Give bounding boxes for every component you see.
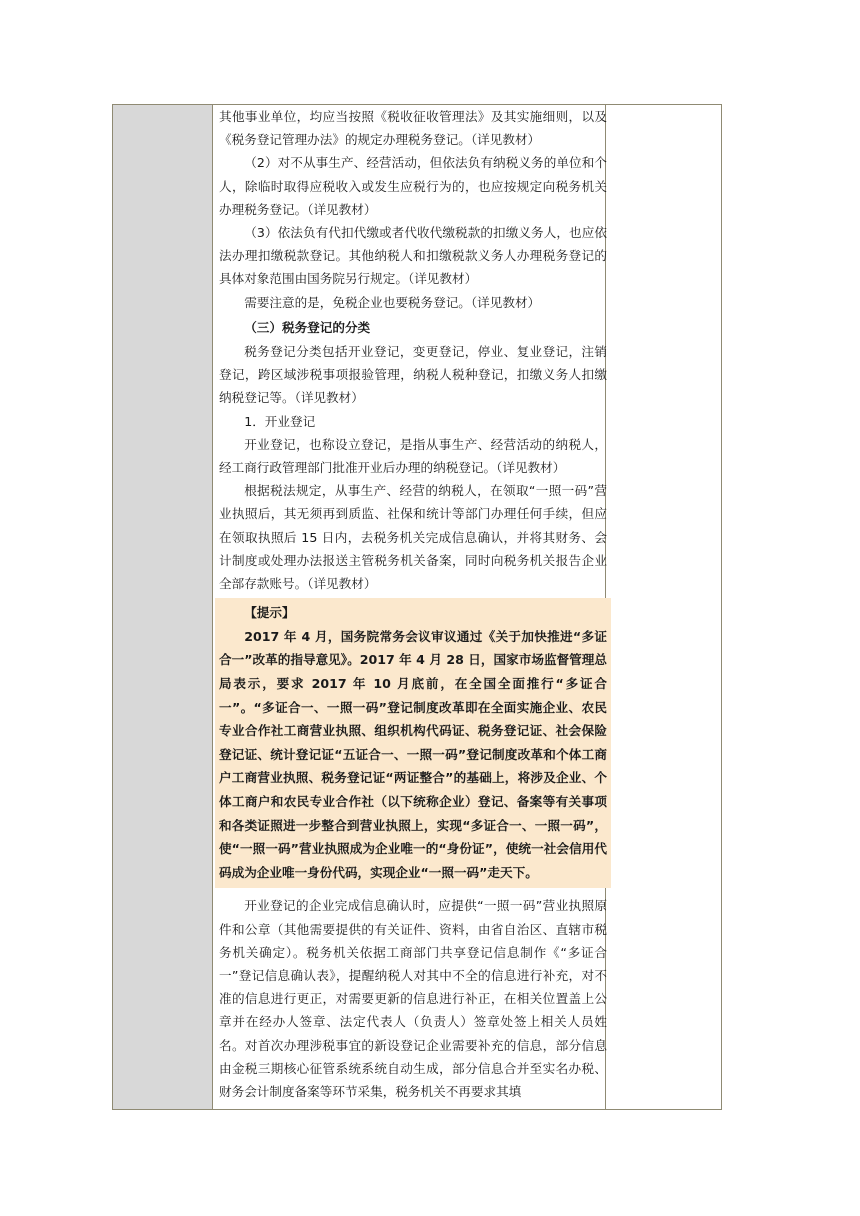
document-table xyxy=(112,104,722,1110)
paragraph-definition: 开业登记，也称设立登记，是指从事生产、经营活动的纳税人，经工商行政管理部门批准开业后办理的纳税登记。（详见教材） xyxy=(219,436,607,476)
tip-body: 2017 年 4 月，国务院常务会议审议通过《关于加快推进“多证合一”改革的指导意见》。2017 年 4 月 28 日，国家市场监督管理总局表示，要求 2017 年 10 月底前，在全国全面推行“多证合一”。“多证合一、一照一码”登记制度改革即在全面实施企业、农民专业合作社工商营业执照、组织机构代码证、税务登记证、社会保险登记证、统计登记证“五证合一、一照一码”登记制度改革和个体工商户工商营业执照、税务登记证“两证整合”的基础上，将涉及企业、个体工商户和农民专业合作社（以下统称企业）登记、备案等有关事项和各类证照进一步整合到营业执照上，实现“多证合一、一照一码”，使“一照一码”营业执照成为企业唯一的“身份证”，使统一社会信用代码成为企业唯一身份代码，实现企业“一照一码”走天下。 xyxy=(219,628,607,880)
tip-title: 【提示】 xyxy=(244,605,295,621)
tip-box xyxy=(215,598,611,888)
paragraph-item-2: （2）对不从事生产、经营活动，但依法负有纳税义务的单位和个人，除临时取得应税收入或发生应税行为的，也应按规定向税务机关办理税务登记。（详见教材） xyxy=(219,155,607,217)
paragraph-continued: 其他事业单位，均应当按照《税收征收管理法》及其实施细则，以及《税务登记管理办法》的规定办理税务登记。（详见教材） xyxy=(219,109,607,148)
paragraph-classification: 税务登记分类包括开业登记，变更登记，停业、复业登记，注销登记，跨区域涉税事项报验管理，纳税人税种登记，扣缴义务人扣缴纳税登记等。（详见教材） xyxy=(219,344,607,406)
right-notes-column xyxy=(605,105,721,1109)
left-shaded-column xyxy=(113,105,213,1109)
paragraph-note: 需要注意的是，免税企业也要税务登记。（详见教材） xyxy=(244,294,541,310)
section-heading: （三）税务登记的分类 xyxy=(244,319,371,335)
subheading-opening-registration: 1．开业登记 xyxy=(244,413,316,429)
paragraph-confirmation: 开业登记的企业完成信息确认时，应提供“一照一码”营业执照原件和公章（其他需要提供的有关证件、资料，由省自治区、直辖市税务机关确定）。税务机关依据工商部门共享登记信息制作《“多证合一”登记信息确认表》，提醒纳税人对其中不全的信息进行补充，对不准的信息进行更正，对需要更新的信息进行补正，在相关位置盖上公章并在经办人签章、法定代表人（负责人）签章处签上相关人员姓名。对首次办理涉税事宜的新设登记企业需要补充的信息，部分信息由金税三期核心征管系统系统自动生成，部分信息合并至实名办税、财务会计制度备案等环节采集，税务机关不再要求其填 xyxy=(219,898,607,1100)
paragraph-tax-law: 根据税法规定，从事生产、经营的纳税人，在领取“一照一码”营业执照后，其无须再到质监、社保和统计等部门办理任何手续，但应在领取执照后 15 日内，去税务机关完成信息确认，并将其财务、会计制度或处理办法报送主管税务机关备案，同时向税务机关报告企业全部存款账号。（详见教材） xyxy=(219,483,607,592)
main-content-cell xyxy=(219,105,607,1103)
paragraph-item-3: （3）依法负有代扣代缴或者代收代缴税款的扣缴义务人，也应依法办理扣缴税款登记。其他纳税人和扣缴税款义务人办理税务登记的具体对象范围由国务院另行规定。（详见教材） xyxy=(219,225,607,287)
